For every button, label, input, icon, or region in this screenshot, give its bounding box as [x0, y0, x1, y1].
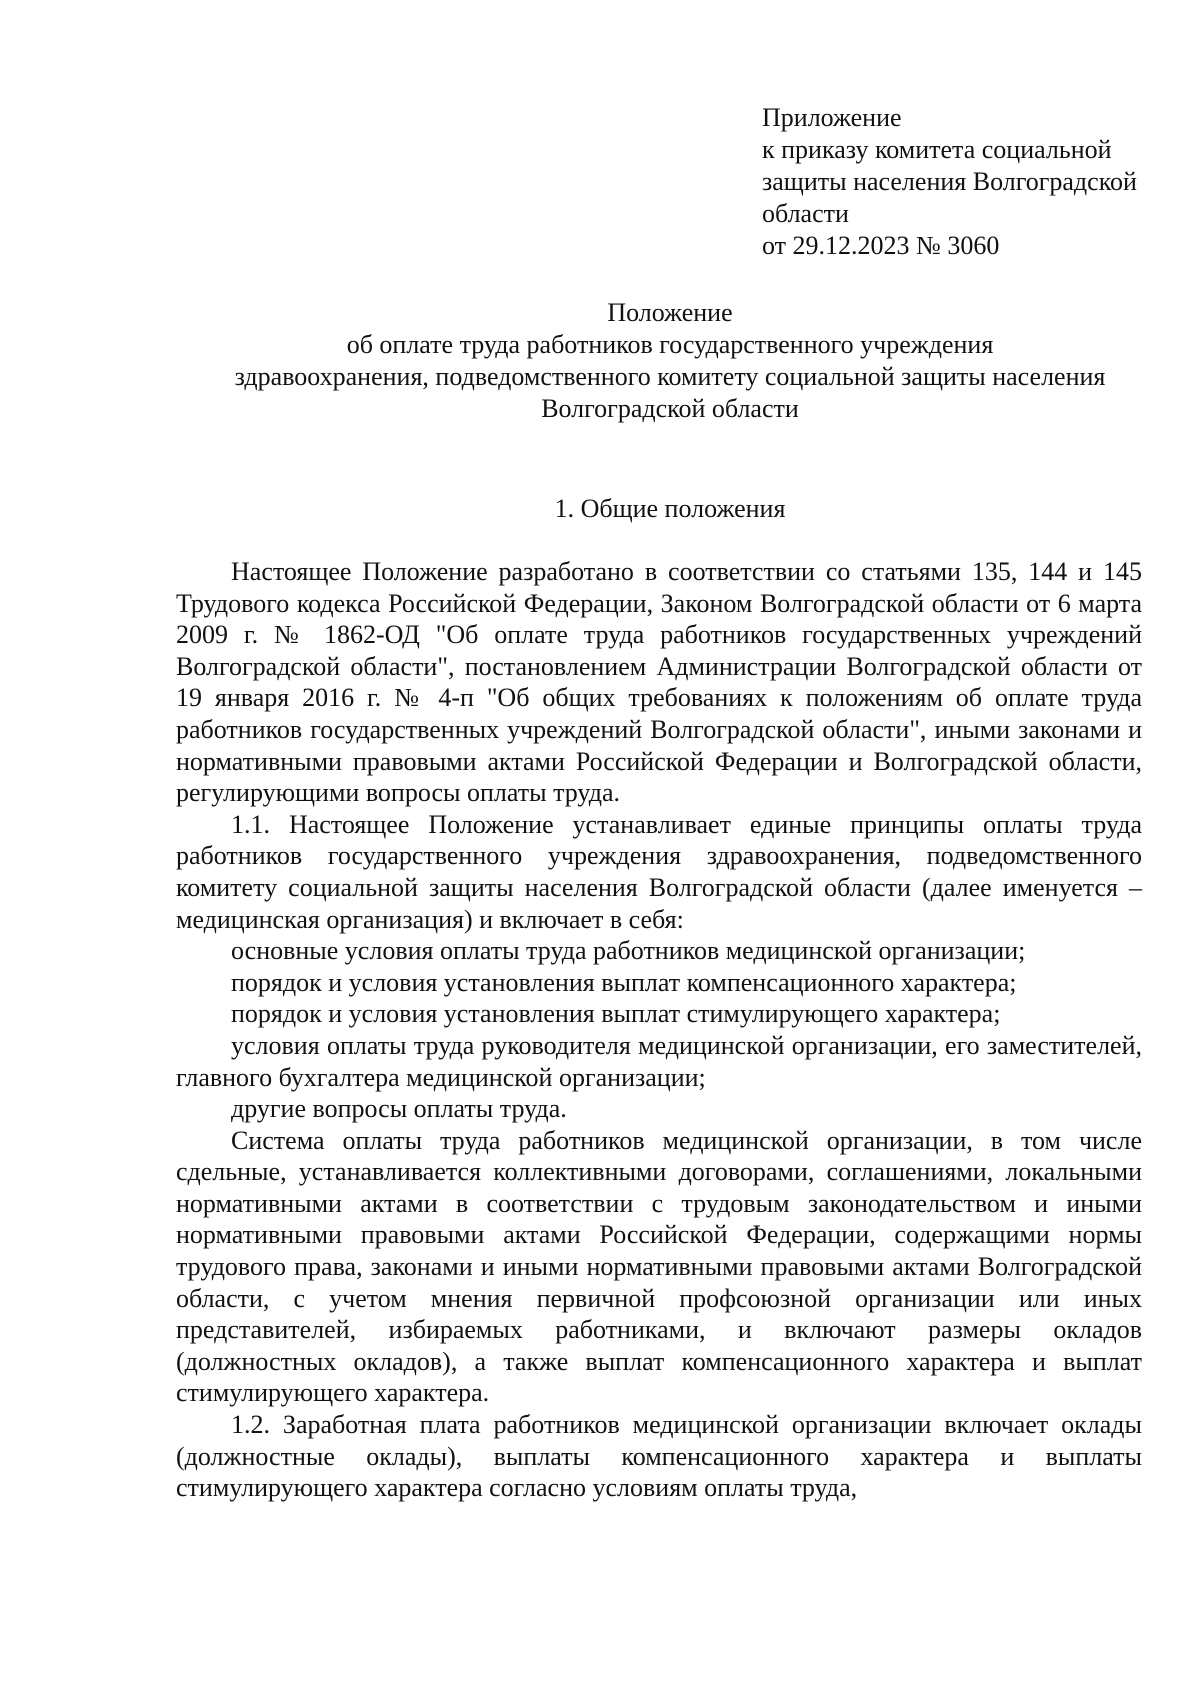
section-heading: 1. Общие положения: [554, 494, 786, 523]
title-line-2: об оплате труда работников государственного учреждения: [346, 330, 994, 359]
appendix-label: Приложение: [762, 103, 902, 132]
appendix-committee-line: защиты населения Волгоградской: [762, 167, 1137, 196]
title-line-3: здравоохранения, подведомственного комитету социальной защиты населения: [234, 362, 1106, 391]
paragraph-intro: Настоящее Положение разработано в соответствии со статьями 135, 144 и 145 Трудового кодекса Российской Федерации, Законом Волгоградской области от 6 марта 2009 г. № 1862-ОД "Об оплате труда работников государственных учреждений Волгоградской области", постановлением Администрации Волгоградской области от 19 января 2016 г. № 4-п "Об общих требованиях к положениям об оплате труда работников государственных учреждений Волгоградской области", иными законами и нормативными правовыми актами Российской Федерации и Волгоградской области, регулирующими вопросы оплаты труда.: [176, 557, 1142, 808]
paragraph-pay-system: Система оплаты труда работников медицинской организации, в том числе сдельные, устанавливается коллективными договорами, соглашениями, локальными нормативными актами в соответствии с трудовым законодательством и иными нормативными правовыми актами Российской Федерации, содержащими нормы трудового права, законами и иными нормативными правовыми актами Волгоградской области, с учетом мнения первичной профсоюзной организации или иных представителей, избираемых работниками, и включают размеры окладов (должностных окладов), а также выплат компенсационного характера и выплат стимулирующего характера.: [176, 1125, 1142, 1408]
paragraph-1-2: 1.2. Заработная плата работников медицинской организации включает оклады (должностные оклады), выплаты компенсационного характера и выплаты стимулирующего характера согласно условиям оплаты труда,: [176, 1410, 1142, 1503]
paragraph-1-1: 1.1. Настоящее Положение устанавливает единые принципы оплаты труда работников государственного учреждения здравоохранения, подведомственного комитету социальной защиты населения Волгоградской области (далее именуется – медицинская организация) и включает в себя:: [176, 809, 1142, 934]
list-item: условия оплаты труда руководителя медицинской организации, его заместителей, главного бухгалтера медицинской организации;: [176, 1030, 1142, 1092]
list-item: другие вопросы оплаты труда.: [231, 1094, 567, 1124]
list-item: порядок и условия установления выплат стимулирующего характера;: [231, 999, 1001, 1029]
list-item: порядок и условия установления выплат компенсационного характера;: [231, 967, 1017, 997]
title-line-4: Волгоградской области: [541, 394, 799, 423]
appendix-order-line: к приказу комитета социальной: [762, 135, 1112, 164]
appendix-date-number: от 29.12.2023 № 3060: [762, 231, 1000, 260]
document-body: [176, 556, 1142, 1504]
title-line-1: Положение: [607, 298, 733, 327]
appendix-block: [762, 102, 1182, 262]
document-title: [160, 297, 1180, 425]
list-item: основные условия оплаты труда работников медицинской организации;: [231, 936, 1026, 966]
appendix-region-line: области: [762, 199, 849, 228]
